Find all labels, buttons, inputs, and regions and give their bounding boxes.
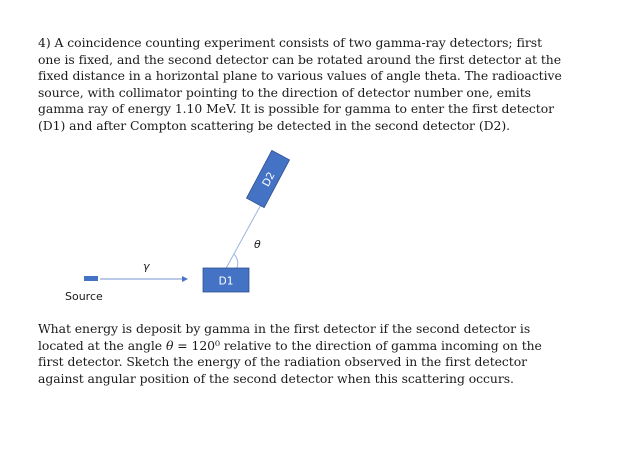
intro-line-2: one is fixed, and the second detector can be rotated around the first detector at the — [38, 51, 562, 67]
source-label: Source — [65, 290, 103, 303]
intro-line-4: source, with collimator pointing to the direction of detector number one, emits — [38, 84, 531, 100]
intro-line-6: (D1) and after Compton scattering be detected in the second detector (D2). — [38, 117, 510, 133]
task-line-3: first detector. Sketch the energy of the radiation observed in the first detector — [38, 354, 528, 370]
gamma-label: γ — [143, 260, 150, 273]
task-line-2-after: = 120⁰ relative to the direction of gamma incoming on the — [173, 337, 542, 353]
question-task — [38, 321, 598, 387]
detector-1-label: D1 — [218, 275, 234, 288]
intro-line-1: 4) A coincidence counting experiment consists of two gamma-ray detectors; first — [38, 35, 543, 50]
detector-2-label: D2 — [260, 170, 278, 189]
source-marker — [84, 276, 98, 281]
task-line-2-before: located at the angle — [38, 337, 166, 353]
task-line-1: What energy is deposit by gamma in the first detector if the second detector is — [38, 321, 531, 336]
task-line-2 — [38, 338, 598, 355]
intro-line-5: gamma ray of energy 1.10 MeV. It is possible for gamma to enter the first detector — [38, 101, 555, 117]
intro-line-3: fixed distance in a horizontal plane to various values of angle theta. The radioactive — [38, 68, 562, 84]
theta-symbol: θ — [165, 337, 174, 353]
angle-label: θ — [254, 238, 261, 251]
task-line-4: against angular position of the second detector when this scattering occurs. — [38, 370, 514, 386]
scatter-line — [224, 201, 263, 272]
